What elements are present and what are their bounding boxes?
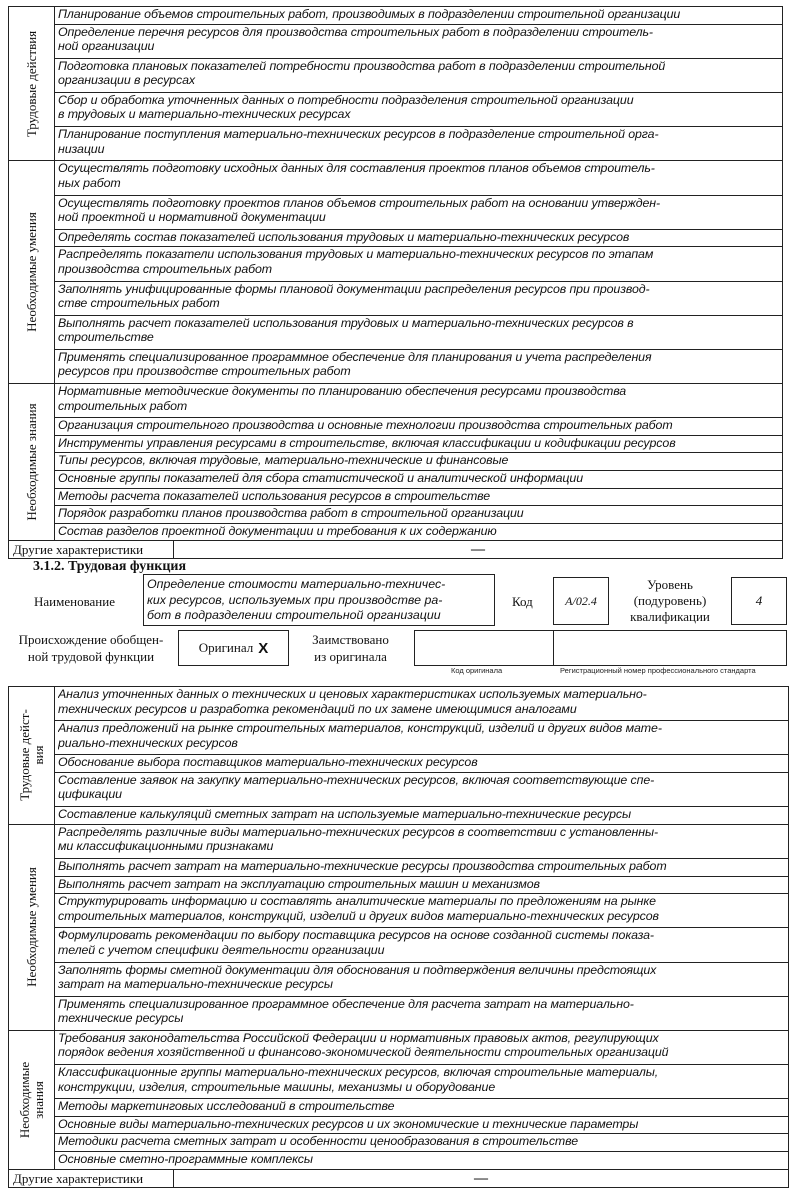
list-item-line: строительных материалов, конструкций, изделий и других видов материально-технических ресурсов xyxy=(58,908,659,923)
origin-label-line: Происхождение обобщен- xyxy=(18,632,164,647)
level-label-line: (подуровень) xyxy=(633,593,707,608)
code-value: А/02.4 xyxy=(565,593,597,608)
list-item-line: Основные виды материально-технических ресурсов и их экономические и технические параметры xyxy=(58,1116,639,1131)
table-row xyxy=(9,772,789,806)
list-item-line: Методы расчета показателей использования ресурсов в строительстве xyxy=(58,488,491,503)
origin-label xyxy=(10,631,172,665)
list-item-line: порядок ведения хозяйственной и финансово-экономической деятельности строительных организаций xyxy=(58,1045,669,1060)
category-label-line: вия xyxy=(30,745,46,765)
reg-number-box xyxy=(553,630,787,666)
table-row xyxy=(9,1030,789,1064)
category-label-line: знания xyxy=(30,1080,46,1119)
other-characteristics-label: Другие характеристики xyxy=(9,1170,174,1187)
list-item-line: Организация строительного производства и основные технологии производства строительных работ xyxy=(58,418,673,433)
list-item-line: Заполнять унифицированные формы плановой документации распределения ресурсов при производ- xyxy=(58,281,650,296)
list-item-line: стве строительных работ xyxy=(58,296,220,310)
list-item-line: строительстве xyxy=(58,330,154,345)
list-item-line: Применять специализированное программное обеспечение для расчета затрат на материально- xyxy=(58,996,634,1011)
table-row xyxy=(9,435,783,453)
table-row xyxy=(9,453,783,471)
list-item-line: Выполнять расчет затрат на эксплуатацию строительных машин и механизмов xyxy=(58,876,540,891)
list-item-line: Выполнять расчет показателей использования трудовых и материально-технических ресурсов в xyxy=(58,315,634,330)
list-item-line: строительных работ xyxy=(58,398,188,413)
list-item-line: Планирование объемов строительных работ, производимых в подразделении строительной организации xyxy=(58,7,681,21)
borrowed-label-line: из оригинала xyxy=(314,649,387,664)
level-value: 4 xyxy=(755,593,763,608)
other-characteristics-value: — xyxy=(471,542,485,558)
other-characteristics-row xyxy=(9,1169,789,1187)
list-item-line: технических ресурсов и разработка рекомендаций по их замене имеющимися аналогами xyxy=(58,701,577,716)
table-row xyxy=(9,127,783,161)
table-row xyxy=(9,928,789,962)
list-item-line: телей с учетом специфики деятельности организации xyxy=(58,942,385,957)
level-label xyxy=(622,577,718,625)
category-label: Трудовые действия xyxy=(23,30,39,137)
list-item-line: Анализ уточненных данных о технических и ценовых характеристиках используемых материально- xyxy=(58,687,647,701)
table-row xyxy=(9,1116,789,1134)
list-item-line: Осуществлять подготовку исходных данных для составления проектов планов объемов строитель- xyxy=(58,161,655,176)
name-label: Наименование xyxy=(34,594,115,609)
table-row xyxy=(9,1152,789,1170)
list-item-line: Структурировать информацию и составлять аналитические материалы по предложениям на рынке xyxy=(58,894,656,909)
list-item xyxy=(55,161,783,195)
other-characteristics-value: — xyxy=(474,1170,488,1186)
list-item-line: Определение перечня ресурсов для производства строительных работ в подразделении строитель- xyxy=(58,24,653,39)
requirements-table-2 xyxy=(8,686,789,1188)
list-item xyxy=(55,1134,789,1152)
list-item xyxy=(55,418,783,436)
list-item xyxy=(55,7,783,25)
category-label: Необходимые знания xyxy=(23,403,39,521)
list-item-line: Нормативные методические документы по планированию обеспечения ресурсами производства xyxy=(58,384,627,399)
list-item-line: затрат на материально-технические ресурсы xyxy=(58,977,333,991)
table-row xyxy=(9,687,789,721)
table-row xyxy=(9,894,789,928)
list-item-line: Заполнять формы сметной документации для обоснования и подтверждения величины предстоящих xyxy=(58,962,657,977)
table-row xyxy=(9,7,783,25)
list-item-line: ных работ xyxy=(58,175,121,190)
other-characteristics-row xyxy=(9,541,783,559)
list-item xyxy=(55,894,789,928)
list-item-line: Состав разделов проектной документации и требования к их содержанию xyxy=(58,523,497,538)
level-label-line: Уровень xyxy=(647,577,693,592)
table-row xyxy=(9,807,789,825)
table-row xyxy=(9,996,789,1030)
table-row xyxy=(9,876,789,894)
table-row xyxy=(9,1099,789,1117)
list-item xyxy=(55,721,789,755)
list-item-line: Основные сметно-программные комплексы xyxy=(58,1152,313,1167)
list-item xyxy=(55,506,783,524)
list-item xyxy=(55,384,783,418)
list-item xyxy=(55,1065,789,1099)
list-item-line: ной проектной и нормативной документации xyxy=(58,210,326,225)
table-row xyxy=(9,824,789,858)
level-value-box xyxy=(731,577,787,625)
list-item-line: Составление заявок на закупку материально-технических ресурсов, включая соответствующие спе- xyxy=(58,772,655,787)
table-row xyxy=(9,755,789,773)
list-item xyxy=(55,962,789,996)
name-value-line: бот в подразделении строительной организации xyxy=(147,608,441,622)
list-item xyxy=(55,453,783,471)
category-label xyxy=(18,1062,46,1138)
name-value-line: Определение стоимости материально-техничес- xyxy=(147,577,446,591)
table-row xyxy=(9,229,783,247)
category-label xyxy=(25,867,39,987)
list-item xyxy=(55,1030,789,1064)
requirements-table-1 xyxy=(8,6,783,559)
name-value-line: ких ресурсов, используемых при производстве ра- xyxy=(147,592,443,607)
category-cell xyxy=(9,161,55,384)
list-item-line: Определять состав показателей использования трудовых и материально-технических ресурсов xyxy=(58,229,630,244)
borrowed-label xyxy=(293,631,408,665)
category-cell xyxy=(9,7,55,161)
list-item xyxy=(55,928,789,962)
list-item xyxy=(55,127,783,161)
list-item xyxy=(55,281,783,315)
code-original-box xyxy=(414,630,554,666)
table-row xyxy=(9,1065,789,1099)
list-item-line: Формулировать рекомендации по выбору поставщика ресурсов на основе созданной системы показа- xyxy=(58,928,654,943)
list-item-line: ми классификационными признаками xyxy=(58,839,274,854)
other-characteristics-cell xyxy=(9,1169,789,1187)
category-cell xyxy=(9,384,55,541)
list-item xyxy=(55,229,783,247)
table-row xyxy=(9,161,783,195)
origin-label-line: ной трудовой функции xyxy=(27,649,155,664)
table-row xyxy=(9,488,783,506)
list-item-line: Подготовка плановых показателей потребности производства работ в подразделении строительной xyxy=(58,58,666,73)
category-label: Необходимые умения xyxy=(23,212,39,333)
list-item-line: организации в ресурсах xyxy=(58,73,195,88)
list-item-line: Порядок разработки планов производства работ в строительной организации xyxy=(58,506,524,521)
list-item-line: Методы маркетинговых исследований в строительстве xyxy=(58,1099,395,1114)
table-row xyxy=(9,962,789,996)
list-item xyxy=(55,315,783,349)
list-item-line: Осуществлять подготовку проектов планов объемов строительных работ на основании утвержден- xyxy=(58,195,661,210)
list-item-line: Планирование поступления материально-технических ресурсов в подразделение строительной орга- xyxy=(58,127,659,142)
list-item xyxy=(55,523,783,541)
category-cell xyxy=(9,824,55,1030)
table-row xyxy=(9,721,789,755)
list-item-line: Требования законодательства Российской Федерации и нормативных правовых актов, регулирующих xyxy=(58,1030,659,1045)
table-row xyxy=(9,195,783,229)
list-item-line: Выполнять расчет затрат на материально-технические ресурсы производства строительных работ xyxy=(58,858,667,873)
list-item-line: Основные группы показателей для сбора статистической и аналитической информации xyxy=(58,471,583,486)
list-item-line: цификации xyxy=(58,787,122,802)
list-item-line: Анализ предложений на рынке строительных материалов, конструкций, изделий и других видов мате- xyxy=(58,721,662,736)
list-item-line: конструкции, изделия, строительные машины, механизмы и оборудование xyxy=(58,1079,496,1094)
list-item xyxy=(55,24,783,58)
list-item-line: технические ресурсы xyxy=(58,1011,184,1026)
list-item-line: риально-технических ресурсов xyxy=(58,735,238,750)
reg-number-caption: Регистрационный номер профессионального стандарта xyxy=(560,666,756,675)
category-cell xyxy=(9,687,55,825)
code-value-box xyxy=(553,577,609,625)
list-item-line: производства строительных работ xyxy=(58,261,273,276)
table-row xyxy=(9,523,783,541)
list-item xyxy=(55,1116,789,1134)
list-item-line: Типы ресурсов, включая трудовые, материально-технические и финансовые xyxy=(58,453,509,468)
table-row xyxy=(9,858,789,876)
code-original-caption: Код оригинала xyxy=(451,666,503,675)
list-item-line: Методики расчета сметных затрат и особенности ценообразования в строительстве xyxy=(58,1134,579,1149)
list-item-line: Распределять показатели использования трудовых и материально-технических ресурсов по этапам xyxy=(58,247,654,262)
list-item xyxy=(55,247,783,281)
list-item xyxy=(55,195,783,229)
table-row xyxy=(9,58,783,92)
list-item-line: ной организации xyxy=(58,39,155,54)
original-box xyxy=(178,630,289,666)
list-item xyxy=(55,471,783,489)
table-row xyxy=(9,384,783,418)
list-item xyxy=(55,876,789,894)
level-label-line: квалификации xyxy=(630,609,710,624)
original-label: Оригинал xyxy=(198,640,254,655)
table-row xyxy=(9,418,783,436)
list-item xyxy=(55,92,783,126)
list-item-line: ресурсов при производстве строительных работ xyxy=(58,364,351,379)
list-item-line: Классификационные группы материально-технических ресурсов, включая строительные материалы, xyxy=(58,1065,659,1080)
table-row xyxy=(9,349,783,383)
table-row xyxy=(9,471,783,489)
list-item-line: в трудовых и материально-технических ресурсах xyxy=(58,107,351,122)
list-item-line: Инструменты управления ресурсами в строительстве, включая классификации и кодификации ресурсов xyxy=(58,435,676,450)
category-label-line: Необходимые умения xyxy=(23,867,39,988)
list-item xyxy=(55,488,783,506)
category-label xyxy=(18,710,46,802)
category-label-line: Трудовые дейст- xyxy=(16,709,32,802)
other-characteristics-cell xyxy=(9,541,783,559)
table-row xyxy=(9,24,783,58)
list-item xyxy=(55,807,789,825)
list-item xyxy=(55,824,789,858)
borrowed-label-line: Заимствовано xyxy=(312,632,389,647)
code-label: Код xyxy=(512,594,533,609)
category-label-line: Необходимые xyxy=(16,1061,32,1138)
list-item xyxy=(55,755,789,773)
table-row xyxy=(9,92,783,126)
section-title: 3.1.2. Трудовая функция xyxy=(33,559,187,574)
list-item-line: Применять специализированное программное обеспечение для планирования и учета распределения xyxy=(58,349,652,364)
list-item xyxy=(55,996,789,1030)
list-item xyxy=(55,858,789,876)
table-row xyxy=(9,315,783,349)
list-item-line: низации xyxy=(58,141,105,156)
table-row xyxy=(9,281,783,315)
list-item xyxy=(55,58,783,92)
list-item-line: Обоснование выбора поставщиков материально-технических ресурсов xyxy=(58,755,478,770)
list-item xyxy=(55,349,783,383)
table-row xyxy=(9,506,783,524)
name-value-box xyxy=(143,574,495,626)
other-characteristics-label: Другие характеристики xyxy=(9,541,174,558)
list-item-line: Составление калькуляций сметных затрат на используемые материально-технические ресурсы xyxy=(58,807,631,822)
original-check-mark: X xyxy=(258,639,269,657)
list-item xyxy=(55,1152,789,1170)
list-item xyxy=(55,687,789,721)
list-item xyxy=(55,1099,789,1117)
list-item xyxy=(55,435,783,453)
table-row xyxy=(9,1134,789,1152)
category-cell xyxy=(9,1030,55,1169)
list-item-line: Сбор и обработка уточненных данных о потребности подразделения строительной организации xyxy=(58,92,634,107)
list-item xyxy=(55,772,789,806)
list-item-line: Распределять различные виды материально-технических ресурсов в соответствии с установленны- xyxy=(58,824,658,839)
table-row xyxy=(9,247,783,281)
